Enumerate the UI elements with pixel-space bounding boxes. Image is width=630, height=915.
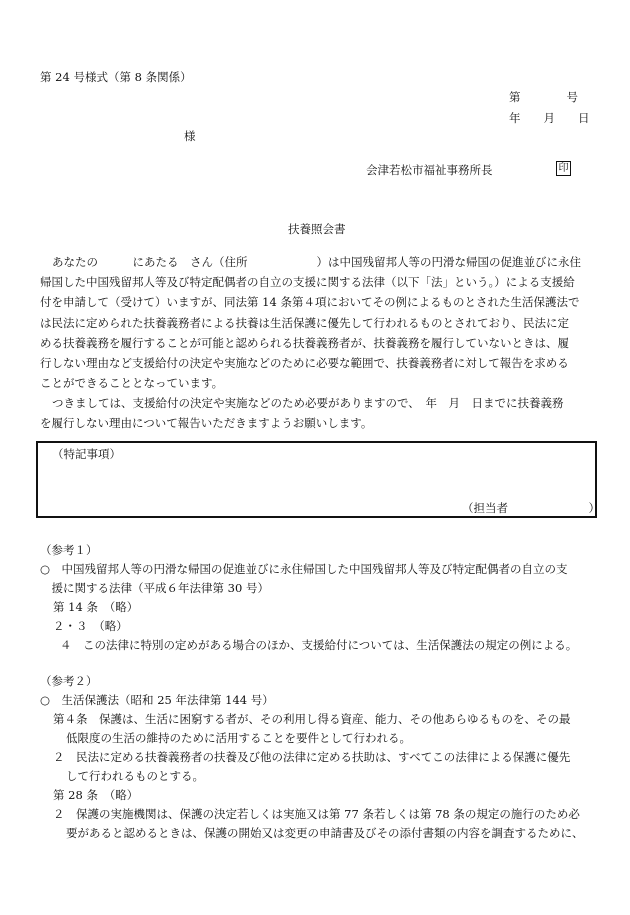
page-title: 扶養照会書: [288, 222, 346, 236]
reference-1-item: 第 14 条 （略）: [53, 600, 139, 614]
para1-line: 付を申請して（受けて）いますが、同法第 14 条第４項においてその例によるものとされた生活保護法で: [40, 295, 580, 310]
body-paragraph-2: [40, 393, 596, 433]
reference-2-heading: （参考２）: [40, 674, 98, 688]
article-28: 第 28 条 （略）: [53, 788, 139, 802]
reference-1-law-line: 援に関する法律（平成６年法律第 30 号）: [40, 581, 269, 595]
para2-line: つきましては、支援給付の決定や実施などのため必要がありますので、 年 月 日までに扶養義務: [52, 396, 564, 410]
seal-mark: 印: [556, 161, 571, 176]
para1-line: あなたの にあたる さん（住所 ）は中国残留邦人等の円滑な帰国の促進並びに永住: [52, 255, 581, 269]
article-4-line: 第４条 保護は、生活に困窮する者が、その利用し得る資産、能力、その他あらゆるものを、その最: [53, 712, 571, 726]
reference-1-item: ２・３ （略）: [53, 619, 128, 633]
reference-1-item: ４ この法律に特別の定めがある場合のほか、支援給付については、生活保護法の規定の例による。: [60, 638, 578, 652]
para1-line: 帰国した中国残留邦人等及び特定配偶者の自立の支援に関する法律（以下「法」という。）による支援給: [40, 275, 575, 290]
reference-1-law-line: ○ 中国残留邦人等の円滑な帰国の促進並びに永住帰国した中国残留邦人等及び特定配偶者の自立の支: [40, 562, 568, 576]
para2-line: を履行しない理由について報告いただきますようお願いします。: [40, 416, 373, 431]
addressee-suffix: 様: [184, 129, 196, 143]
special-notes-label: （特記事項）: [52, 447, 121, 461]
document-number: 第 号: [509, 90, 578, 104]
issue-date: 年 月 日: [509, 111, 590, 125]
reference-2-law: ○ 生活保護法（昭和 25 年法律第 144 号）: [40, 693, 274, 707]
article-4-2-line: して行われるものとする。: [66, 769, 204, 783]
article-4-2-line: ２ 民法に定める扶養義務者の扶養及び他の法律に定める扶助は、すべてこの法律による保護に優先: [53, 750, 571, 764]
special-notes-box: [36, 441, 600, 518]
article-28-2-line: ２ 保護の実施機関は、保護の決定若しくは実施又は第 77 条若しくは第 78 条の規定の施行のため必: [53, 807, 580, 821]
para1-line: ことができることとなっています。: [40, 376, 224, 391]
para1-line: める扶養義務を履行することが可能と認められる扶養義務者が、扶養義務を履行していないときは、履: [40, 335, 569, 350]
contact-person-field: （担当者 ）: [462, 501, 600, 515]
form-number: 第 24 号様式（第 8 条関係）: [40, 70, 192, 84]
reference-1-heading: （参考１）: [40, 543, 98, 557]
body-paragraph-1: [40, 252, 596, 393]
para1-line: 行しない理由など支援給付の決定や実施などのために必要な範囲で、扶養義務者に対して報告を求める: [40, 356, 569, 371]
sender-name: 会津若松市福祉事務所長: [366, 163, 493, 177]
para1-line: は民法に定められた扶養義務者による扶養は生活保護に優先して行われるものとされており、民法に定: [40, 315, 569, 330]
article-28-2-line: 要があると認めるときは、保護の開始又は変更の申請書及びその添付書類の内容を調査するために、: [66, 826, 584, 840]
article-4-line: 低限度の生活の維持のために活用することを要件として行われる。: [66, 731, 411, 745]
